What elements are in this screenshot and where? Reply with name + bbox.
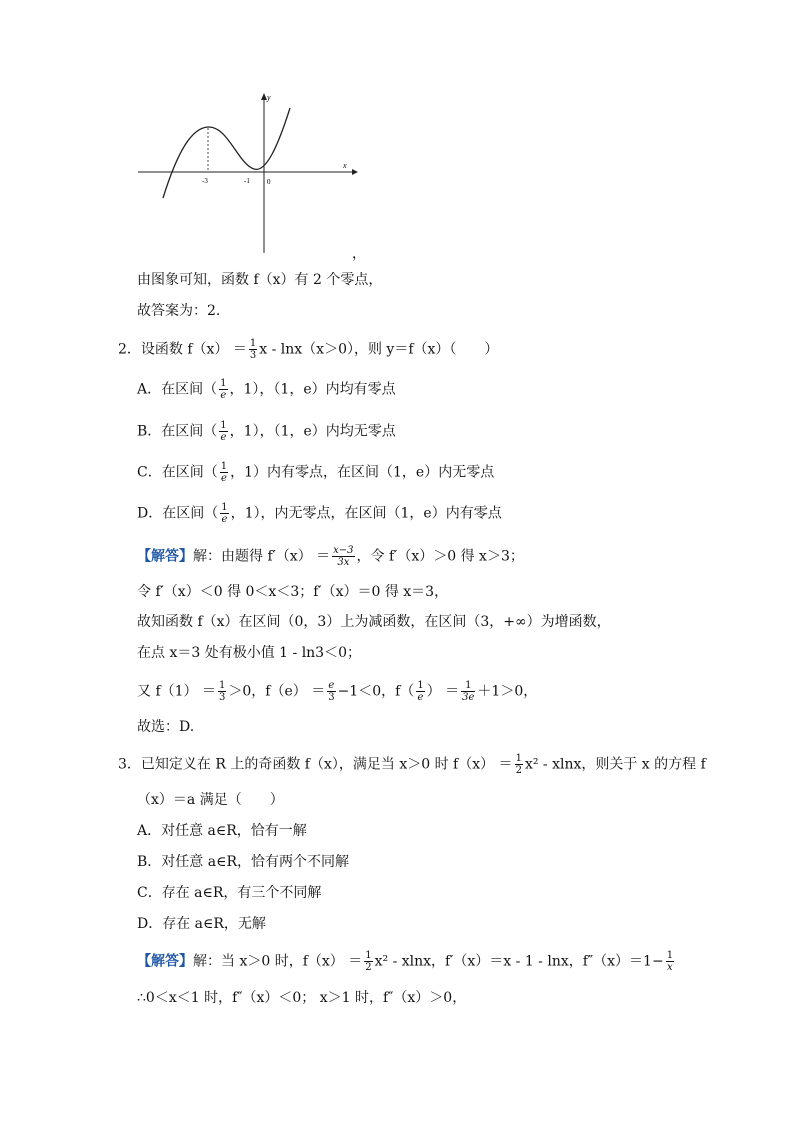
q2-solution-5: 又 f（1） ＝ $\frac{1}{3}$ ＞0，f（e） ＝ $\frac{e}{3}$ −1＜0，f（ $\frac{1}{e}$ ） ＝ $\frac{1}{3e}$ ＋1＞0，: [137, 680, 538, 703]
q3-stem-1: 3．已知定义在 R 上的奇函数 f（x），满足当 x＞0 时 f（x） ＝ $\frac{1}{2}$ x² - xlnx，则关于 x 的方程 f: [118, 753, 706, 776]
q3-solution-1: 【解答】解：当 x＞0 时，f（x） ＝ $\frac{1}{2}$ x² - xlnx，f′（x）＝x - 1 - lnx，f″（x）＝1− $\frac{1}{x}$: [137, 950, 674, 973]
q2-option-d: D．在区间（ $\frac{1}{e}$ ，1），内无零点，在区间（1，e）内有零点: [137, 502, 502, 525]
tick-zero: 0: [267, 178, 271, 186]
function-curve: [163, 108, 290, 198]
tick-neg3: -3: [202, 177, 208, 185]
solution-label: 【解答】: [137, 548, 193, 565]
q2-solution-3: 故知函数 f（x）在区间（0，3）上为减函数，在区间（3，+∞）为增函数，: [137, 614, 611, 630]
x-axis-label: x: [343, 161, 347, 170]
graph-comma: ，: [352, 246, 366, 262]
q2-solution-2: 令 f′（x）＜0 得 0＜x＜3；f′（x）＝0 得 x＝3，: [137, 584, 449, 600]
q2-option-a: A．在区间（ $\frac{1}{e}$ ，1），（1，e）内均有零点: [137, 378, 396, 401]
q2-stem: 2．设函数 f（x） ＝ $\frac{1}{3}$ x - lnx（x＞0），则 y＝f（x）（ ）: [118, 338, 499, 361]
q3-stem-2: （x）＝a 满足（ ）: [137, 792, 284, 808]
q2-solution-4: 在点 x＝3 处有极小值 1 - ln3＜0；: [137, 645, 361, 661]
q3-option-b: B．对任意 a∈R，恰有两个不同解: [137, 854, 349, 870]
q2-solution-1: 【解答】解：由题得 f′（x） ＝ $\frac{x-3}{3x}$ ，令 f′（x）＞0 得 x＞3；: [137, 545, 524, 568]
solution-label: 【解答】: [137, 953, 193, 970]
function-graph: [130, 88, 370, 268]
x-axis-arrow: [352, 169, 358, 175]
q3-option-d: D．存在 a∈R，无解: [137, 916, 266, 932]
y-axis-label: y: [267, 93, 271, 102]
q2-option-c: C．在区间（ $\frac{1}{e}$ ，1）内有零点，在区间（1，e）内无零点: [137, 461, 495, 484]
tick-neg1: -1: [244, 177, 250, 185]
q2-option-b: B．在区间（ $\frac{1}{e}$ ，1），（1，e）内均无零点: [137, 420, 396, 443]
q2-solution-6: 故选：D.: [137, 719, 195, 735]
q1-answer: 故答案为：2.: [137, 303, 221, 319]
q1-conclusion: 由图象可知，函数 f（x）有 2 个零点，: [137, 272, 383, 288]
q3-option-c: C．存在 a∈R，有三个不同解: [137, 885, 322, 901]
q3-solution-2: ∴0＜x＜1 时，f″（x）＜0； x＞1 时，f″（x）＞0，: [137, 990, 467, 1006]
q3-option-a: A．对任意 a∈R，恰有一解: [137, 823, 307, 839]
